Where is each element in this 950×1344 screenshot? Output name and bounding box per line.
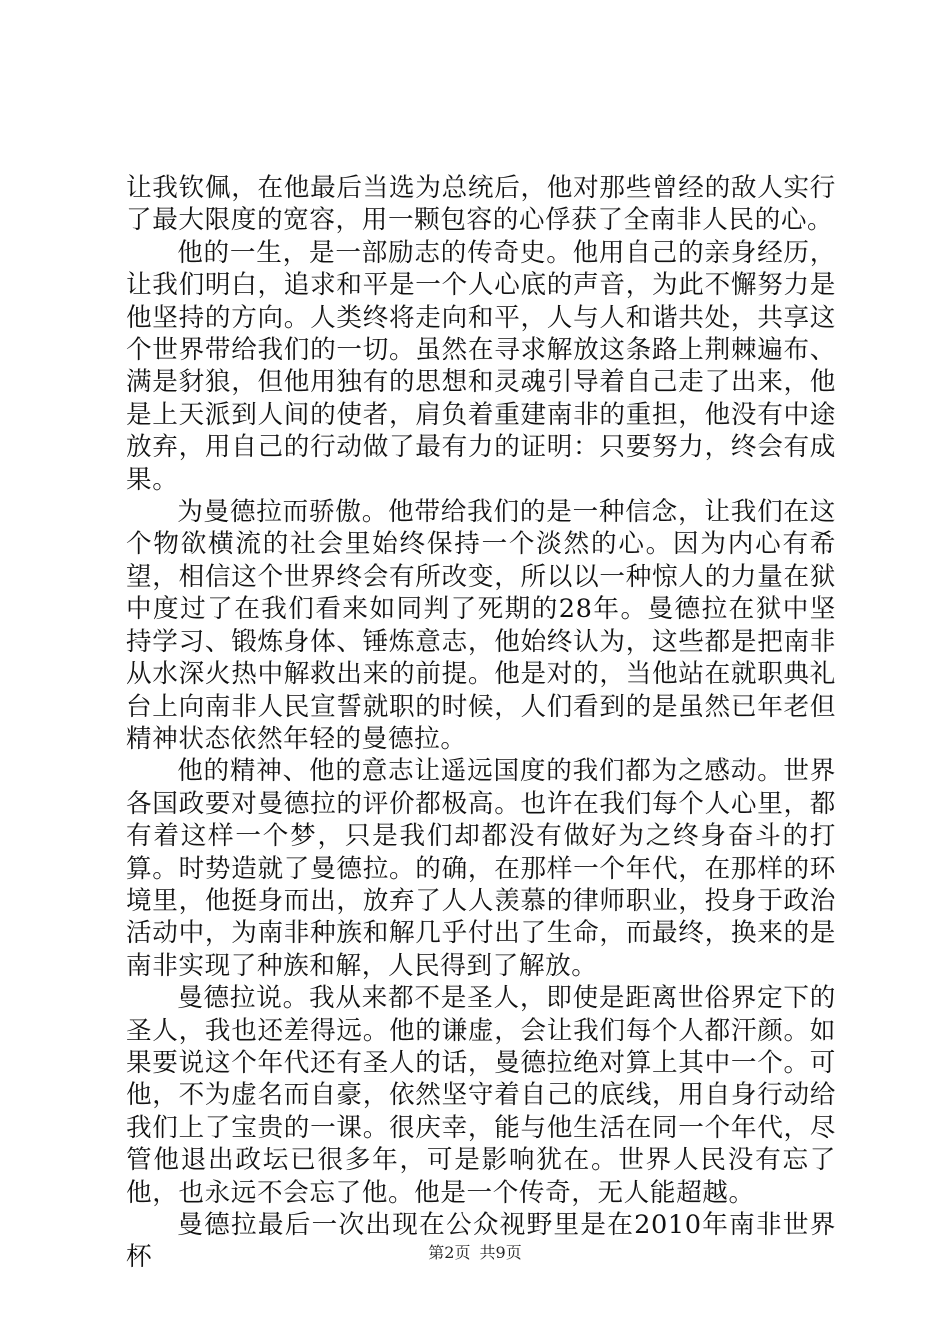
page-total: 共9页 bbox=[479, 1243, 522, 1262]
paragraph-1: 让我钦佩，在他最后当选为总统后，他对那些曾经的敌人实行了最大限度的宽容，用一颗包容的心俘获了全南非人民的心。 bbox=[126, 173, 836, 236]
paragraph-3: 为曼德拉而骄傲。他带给我们的是一种信念，让我们在这个物欲横流的社会里始终保持一个淡然的心。因为内心有希望，相信这个世界终会有所改变，所以以一种惊人的力量在狱中度过了在我们看来如同判了死期的28年。曼德拉在狱中坚持学习、锻炼身体、锤炼意志，他始终认为，这些都是把南非从水深火热中解救出来的前提。他是对的，当他站在就职典礼台上向南非人民宣誓就职的时候，人们看到的是虽然已年老但精神状态依然年轻的曼德拉。 bbox=[126, 497, 836, 754]
paragraph-2: 他的一生，是一部励志的传奇史。他用自己的亲身经历，让我们明白，追求和平是一个人心底的声音，为此不懈努力是他坚持的方向。人类终将走向和平，人与人和谐共处，共享这个世界带给我们的一切。虽然在寻求解放这条路上荆棘遍布、满是豺狼，但他用独有的思想和灵魂引导着自己走了出来，他是上天派到人间的使者，肩负着重建南非的重担，他没有中途放弃，用自己的行动做了最有力的证明：只要努力，终会有成果。 bbox=[126, 237, 836, 495]
paragraph-5: 曼德拉说。我从来都不是圣人，即使是距离世俗界定下的圣人，我也还差得远。他的谦虚，会让我们每个人都汗颜。如果要说这个年代还有圣人的话，曼德拉绝对算上其中一个。可他，不为虚名而自豪，依然坚守着自己的底线，用自身行动给我们上了宝贵的一课。很庆幸，能与他生活在同一个年代，尽管他退出政坛已很多年，可是影响犹在。世界人民没有忘了他，也永远不会忘了他。他是一个传奇，无人能超越。 bbox=[126, 983, 836, 1208]
paragraph-4: 他的精神、他的意志让遥远国度的我们都为之感动。世界各国政要对曼德拉的评价都极高。也许在我们每个人心里，都有着这样一个梦，只是我们却都没有做好为之终身奋斗的打算。时势造就了曼德拉。的确，在那样一个年代，在那样的环境里，他挺身而出，放弃了人人羡慕的律师职业，投身于政治活动中，为南非种族和解几乎付出了生命，而最终，换来的是南非实现了种族和解，人民得到了解放。 bbox=[126, 756, 836, 981]
page-number: 第2页 bbox=[428, 1243, 471, 1262]
document-body bbox=[126, 172, 836, 1274]
paragraph-6: 曼德拉最后一次出现在公众视野里是在2010年南非世界杯 bbox=[126, 1210, 836, 1273]
page-footer bbox=[0, 1243, 950, 1263]
